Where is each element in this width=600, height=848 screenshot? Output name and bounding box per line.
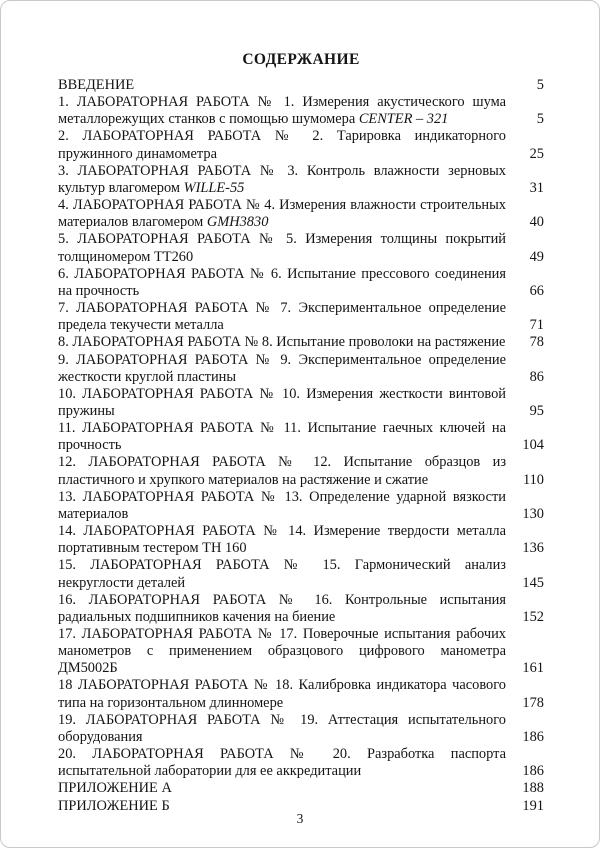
page-number: 3 <box>296 811 304 826</box>
toc-entry-text-part: GMH3830 <box>206 214 269 231</box>
toc-entry-page: 136 <box>522 540 544 557</box>
toc-entry-text <box>58 454 514 488</box>
toc-entry-text <box>58 94 514 128</box>
toc-entry-text-part: 17. ЛАБОРАТОРНАЯ РАБОТА № 17. Поверочные испытания рабочих манометров с применением образцового цифрового манометра ДМ5002Б <box>58 626 506 677</box>
toc-entry-page: 110 <box>522 471 544 488</box>
toc-entry <box>58 94 544 128</box>
toc-entry-text <box>58 197 514 231</box>
toc-entry <box>58 77 544 94</box>
toc-entry-page: 104 <box>522 437 544 454</box>
toc-entry <box>58 300 544 334</box>
toc-entry-page: 71 <box>529 317 544 334</box>
toc-entry-text-part: 5. ЛАБОРАТОРНАЯ РАБОТА № 5. Измерения толщины покрытий толщиномером ТТ260 <box>58 231 506 265</box>
toc-entry-text-part: CENTER – 321 <box>358 111 449 128</box>
toc-entry <box>58 334 544 351</box>
toc-entry-text <box>58 677 514 711</box>
toc-entry-text-part: 12. ЛАБОРАТОРНАЯ РАБОТА № 12. Испытание образцов из пластичного и хрупкого материалов на растяжение и сжатие <box>58 454 506 488</box>
toc-entry <box>58 352 544 386</box>
toc-entry-text-part: 1. ЛАБОРАТОРНАЯ РАБОТА № 1. Измерения акустического шума металлорежущих станков с помощью шумомера <box>58 94 506 128</box>
toc-entry-text <box>58 334 514 351</box>
toc-entry-page: 152 <box>522 608 544 625</box>
toc-entry-text-part: 7. ЛАБОРАТОРНАЯ РАБОТА № 7. Экспериментальное определение предела текучести металла <box>58 300 506 334</box>
toc-entry-text-part: 4. ЛАБОРАТОРНАЯ РАБОТА № 4. Измерения влажности строительных материалов влагомером <box>58 197 506 231</box>
toc-entry <box>58 626 544 677</box>
toc-entry-text-part: 11. ЛАБОРАТОРНАЯ РАБОТА № 11. Испытание гаечных ключей на прочность <box>58 420 506 454</box>
toc-entry-page: 130 <box>522 505 544 522</box>
toc-entry <box>58 266 544 300</box>
toc-entry-text <box>58 489 514 523</box>
toc-entry-page: 188 <box>522 780 544 797</box>
toc-entry <box>58 454 544 488</box>
toc-entry-text <box>58 128 514 162</box>
toc-entry-text-part: 15. ЛАБОРАТОРНАЯ РАБОТА № 15. Гармонический анализ некруглости деталей <box>58 557 506 591</box>
toc-entry-text <box>58 231 514 265</box>
toc-entry <box>58 231 544 265</box>
toc-entry-text <box>58 592 514 626</box>
toc-entry-page: 95 <box>529 402 544 419</box>
toc-entry-page: 86 <box>529 368 544 385</box>
toc-entry <box>58 592 544 626</box>
toc-list <box>58 77 544 815</box>
toc-entry-page: 78 <box>529 334 544 351</box>
toc-entry <box>58 386 544 420</box>
toc-content <box>1 1 599 815</box>
toc-entry-page: 40 <box>529 214 544 231</box>
toc-entry-text <box>58 557 514 591</box>
toc-entry-text <box>58 266 514 300</box>
toc-entry-page: 5 <box>536 111 544 128</box>
toc-entry <box>58 557 544 591</box>
toc-entry-page: 161 <box>522 660 544 677</box>
toc-entry-page: 186 <box>522 728 544 745</box>
toc-entry-page: 66 <box>529 282 544 299</box>
toc-entry-text-part: 8. ЛАБОРАТОРНАЯ РАБОТА № 8. Испытание проволоки на растяжение <box>58 334 506 351</box>
toc-entry <box>58 489 544 523</box>
toc-entry <box>58 420 544 454</box>
toc-entry-text-part: 20. ЛАБОРАТОРНАЯ РАБОТА № 20. Разработка паспорта испытательной лаборатории для ее аккредитации <box>58 746 506 780</box>
toc-entry-text <box>58 420 514 454</box>
toc-entry-text <box>58 746 514 780</box>
toc-entry-page: 191 <box>522 797 544 814</box>
toc-entry-text-part: 16. ЛАБОРАТОРНАЯ РАБОТА № 16. Контрольные испытания радиальных подшипников качения на биение <box>58 591 506 625</box>
toc-entry-text <box>58 386 514 420</box>
toc-entry-text <box>58 163 514 197</box>
toc-entry-page: 49 <box>529 248 544 265</box>
toc-entry-text-part: 10. ЛАБОРАТОРНАЯ РАБОТА № 10. Измерения жесткости винтовой пружины <box>58 385 506 419</box>
toc-entry-text-part: WILLE-55 <box>183 179 245 196</box>
toc-title: СОДЕРЖАНИЕ <box>242 51 360 68</box>
toc-entry <box>58 780 544 797</box>
toc-entry-text <box>58 523 514 557</box>
toc-entry-text <box>58 77 514 94</box>
toc-entry-text <box>58 780 514 797</box>
toc-entry <box>58 197 544 231</box>
toc-entry-text-part: 14. ЛАБОРАТОРНАЯ РАБОТА № 14. Измерение твердости металла портативным тестером ТН 160 <box>58 523 506 557</box>
toc-entry-text-part: 6. ЛАБОРАТОРНАЯ РАБОТА № 6. Испытание прессового соединения на прочность <box>58 265 506 299</box>
toc-entry <box>58 677 544 711</box>
toc-entry-text <box>58 352 514 386</box>
toc-entry <box>58 712 544 746</box>
toc-entry-page: 145 <box>522 574 544 591</box>
toc-entry-text-part: 13. ЛАБОРАТОРНАЯ РАБОТА № 13. Определение ударной вязкости материалов <box>58 488 506 522</box>
toc-entry-page: 25 <box>529 145 544 162</box>
toc-entry-page: 5 <box>536 77 544 93</box>
toc-entry-page: 178 <box>522 694 544 711</box>
toc-entry-text-part: ПРИЛОЖЕНИЕ А <box>58 780 172 797</box>
toc-entry <box>58 128 544 162</box>
toc-entry-text-part: ПРИЛОЖЕНИЕ Б <box>58 797 170 814</box>
toc-entry-text-part: 3. ЛАБОРАТОРНАЯ РАБОТА № 3. Контроль влажности зерновых культур влагомером <box>58 162 506 196</box>
toc-entry-text <box>58 300 514 334</box>
toc-entry-text-part: 9. ЛАБОРАТОРНАЯ РАБОТА № 9. Экспериментальное определение жесткости круглой пластины <box>58 351 506 385</box>
toc-entry-text <box>58 626 514 677</box>
toc-entry-text-part: 2. ЛАБОРАТОРНАЯ РАБОТА № 2. Тарировка индикаторного пружинного динамометра <box>58 128 506 162</box>
toc-entry <box>58 163 544 197</box>
toc-entry-text-part: ВВЕДЕНИЕ <box>58 77 135 93</box>
toc-entry-text-part: 19. ЛАБОРАТОРНАЯ РАБОТА № 19. Аттестация испытательного оборудования <box>58 711 506 745</box>
toc-entry <box>58 523 544 557</box>
toc-entry-text <box>58 712 514 746</box>
toc-entry-page: 31 <box>529 179 544 196</box>
toc-entry-page: 186 <box>522 763 544 780</box>
toc-entry-text-part: 18 ЛАБОРАТОРНАЯ РАБОТА № 18. Калибровка индикатора часового типа на горизонтальном длинномере <box>58 677 506 711</box>
toc-entry <box>58 746 544 780</box>
